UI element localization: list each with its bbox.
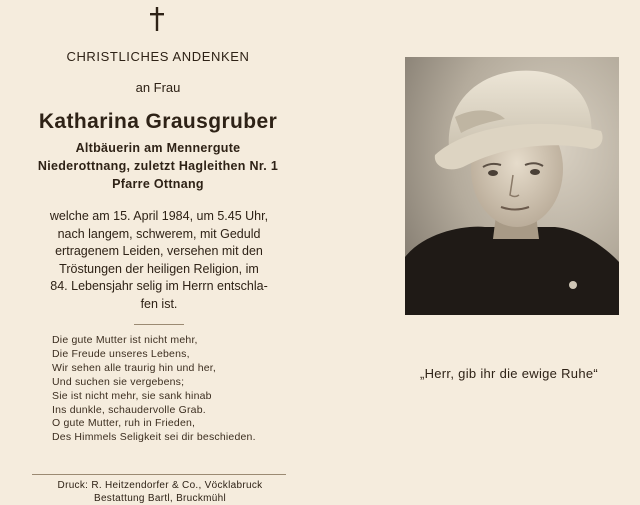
subtitle-line: Niederottnang, zuletzt Hagleithen Nr. 1 <box>37 159 279 173</box>
closing-quote: „Herr, gib ihr die ewige Ruhe“ <box>419 366 599 381</box>
notice-line: fen ist. <box>140 296 178 311</box>
poem-line: O gute Mutter, ruh in Frieden, <box>52 417 196 430</box>
poem-line: Die Freude unseres Lebens, <box>52 347 190 360</box>
notice-line: 84. Lebensjahr selig im Herrn entschla- <box>50 279 268 293</box>
poem-line: Und suchen sie vergebens; <box>52 375 185 388</box>
undertaker-credit: Bestattung Bartl, Bruckmühl <box>93 493 227 504</box>
portrait-photo <box>405 57 619 315</box>
notice-line: Tröstungen der heiligen Religion, im <box>59 261 259 276</box>
footer-divider <box>32 474 286 475</box>
memorial-poem <box>52 334 292 445</box>
section-divider <box>134 324 184 325</box>
poem-line: Des Himmels Seligkeit sei dir beschieden. <box>52 431 256 444</box>
printer-credit: Druck: R. Heitzendorfer & Co., Vöcklabruck <box>57 480 263 491</box>
subtitle-line: Altbäuerin am Mennergute <box>75 141 241 155</box>
notice-line: nach langem, schwerem, mit Geduld <box>57 226 261 241</box>
poem-line: Sie ist nicht mehr, sie sank hinab <box>52 389 212 402</box>
cross-icon <box>147 6 167 32</box>
deceased-name: Katharina Grausgruber <box>38 110 278 133</box>
notice-line: ertragenem Leiden, versehen mit den <box>55 244 263 258</box>
card-heading: CHRISTLICHES ANDENKEN <box>66 49 250 64</box>
death-notice-text <box>28 208 290 313</box>
notice-line: welche am 15. April 1984, um 5.45 Uhr, <box>49 209 269 223</box>
poem-line: Ins dunkle, schaudervolle Grab. <box>52 403 206 416</box>
poem-line: Die gute Mutter ist nicht mehr, <box>52 334 198 346</box>
salutation: an Frau <box>135 80 181 95</box>
poem-line: Wir sehen alle traurig hin und her, <box>52 361 217 374</box>
subtitle-line: Pfarre Ottnang <box>112 177 204 191</box>
